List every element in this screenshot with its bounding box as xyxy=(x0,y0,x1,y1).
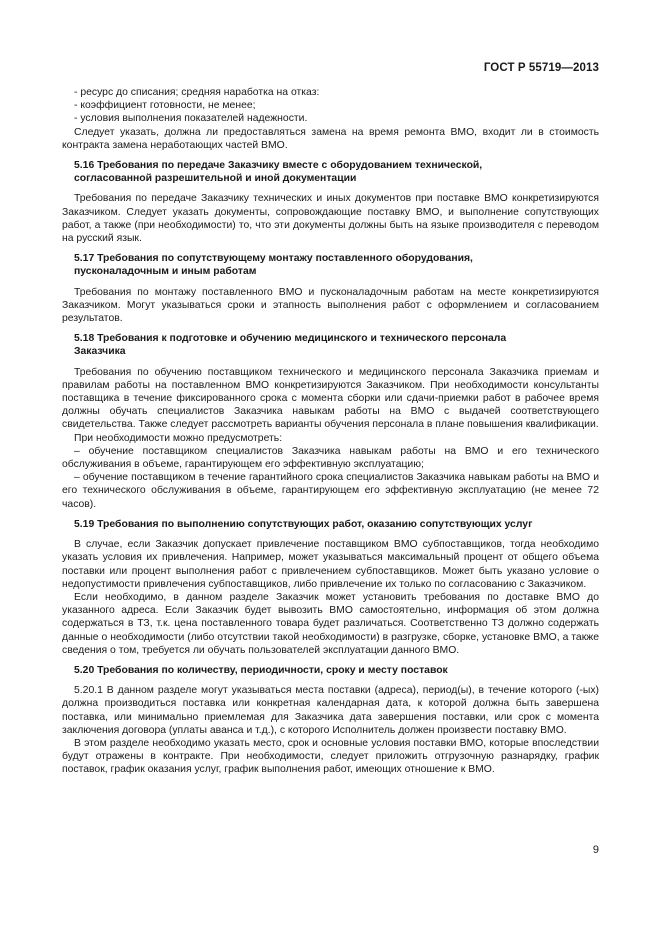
section-5-18-list-item-1: – обучение поставщиком специалистов Заказчика навыкам работы на ВМО и его технического обслуживания в объеме, гарантирующем его эффективную эксплуатацию; xyxy=(62,445,599,471)
intro-item-2: - коэффициент готовности, не менее; xyxy=(74,100,256,112)
intro-note: Следует указать, должна ли предоставляться замена на время ремонта ВМО, входит ли в стоимость контракта замена неработающих частей ВМО. xyxy=(62,126,599,151)
section-5-18-paragraph-1: Требования по обучению поставщиком технического и медицинского персонала Заказчика приемам и правилам работы на поставленном ВМО конкретизируются Заказчиком. При необходимости консультанты поставщика в течение фиксированного срока с момента сборки или сдачи-приемки работ в рабочее время должны обучать специалистов Заказчика навыкам работы на ВМО с выдачей соответствующего свидетельства. Также следует рассмотреть варианты обучения персонала в плане повышения квалификации. xyxy=(62,366,599,431)
section-5-18-title-line2: Заказчика xyxy=(74,346,126,358)
section-5-18-paragraph-2: При необходимости можно предусмотреть: xyxy=(74,432,283,444)
section-5-16-heading xyxy=(62,159,599,185)
section-5-16-title-line2: согласованной разрешительной и иной документации xyxy=(74,173,357,185)
section-5-17-paragraph: Требования по монтажу поставленного ВМО и пусконаладочным работам на месте конкретизируются Заказчиком. Могут указываться сроки и этапность выполнения работ с оформлением и согласованием результатов. xyxy=(62,286,599,325)
section-5-16-title-line1: 5.16 Требования по передаче Заказчику вместе с оборудованием технической, xyxy=(74,160,483,172)
section-5-18-title-line1: 5.18 Требования к подготовке и обучению медицинского и технического персонала xyxy=(74,333,507,345)
section-5-20-title-line1: 5.20 Требования по количеству, периодичности, сроку и месту поставок xyxy=(74,664,448,676)
standard-header: ГОСТ Р 55719—2013 xyxy=(483,62,599,74)
intro-item-3: - условия выполнения показателей надежности. xyxy=(74,113,308,125)
section-5-17-title-line2: пусконаладочным и иным работам xyxy=(74,266,257,278)
intro-item-1: - ресурс до списания; средняя наработка на отказ: xyxy=(74,87,320,98)
section-5-17-title-line1: 5.17 Требования по сопутствующему монтажу поставленного оборудования, xyxy=(74,253,473,265)
section-5-17-heading xyxy=(62,252,599,278)
section-5-19-paragraph-2: Если необходимо, в данном разделе Заказчик может установить требования по доставке ВМО до указанного адреса. Если Заказчик будет вывозить ВМО самостоятельно, информация об этом должна содержаться в ТЗ, т.к. цена поставленного товара будет различаться. Соответственно ТЗ должно содержать данные о необходимости (либо отсутствии такой необходимости) в разгрузке, сборке, установке ВМО, а также сведения о том, требуется ли обучать пользователей эксплуатации данного ВМО. xyxy=(62,591,599,656)
page-number: 9 xyxy=(592,844,599,856)
section-5-18-heading xyxy=(62,332,599,358)
section-5-20-paragraph-1: 5.20.1 В данном разделе могут указываться места поставки (адреса), период(ы), в течение которого (-ых) должна производиться поставка или конкретная календарная дата, к которой должна быть завершена поставка, или минимально приемлемая для Заказчика дата завершения поставки, или срок с момента заключения договора (уплаты аванса и т.д.), с которого Исполнитель должен произвести поставку ВМО. xyxy=(62,685,599,736)
section-5-19-heading xyxy=(62,518,599,531)
section-5-18-list-item-2: – обучение поставщиком в течение гарантийного срока специалистов Заказчика навыкам работы на ВМО и его технического обслуживания в объеме, гарантирующем его эффективную эксплуатацию (не менее 72 часов). xyxy=(62,472,599,510)
document-body xyxy=(62,86,599,777)
section-5-16-paragraph: Требования по передаче Заказчику технических и иных документов при поставке ВМО конкретизируются Заказчиком. Следует указать документы, сопровождающие поставку ВМО, и выполнение сопутствующих работ, а также (при необходимости) то, что эти документы должны быть на языке производителя с переводом на русский язык. xyxy=(62,193,599,245)
section-5-19-paragraph-1: В случае, если Заказчик допускает привлечение поставщиком ВМО субпоставщиков, тогда необходимо указать условия их привлечения. Например, может указываться максимальный процент от общего объема поставки или процент выполнения работ с привлечением субпоставщиков. Может быть указано условие о недопустимости привлечения субпоставщиков, либо привлечение их только по согласованию с Заказчиком. xyxy=(62,539,599,590)
section-5-20-heading xyxy=(62,664,599,677)
section-5-20-paragraph-2: В этом разделе необходимо указать место, срок и основные условия поставки ВМО, которые впоследствии будут отражены в контракте. При необходимости, следует приложить отгрузочную разнарядку, график поставок, график оказания услуг, график выполнения работ, имеющих отношение к ВМО. xyxy=(62,737,599,776)
section-5-19-title-line1: 5.19 Требования по выполнению сопутствующих работ, оказанию сопутствующих услуг xyxy=(74,518,533,530)
